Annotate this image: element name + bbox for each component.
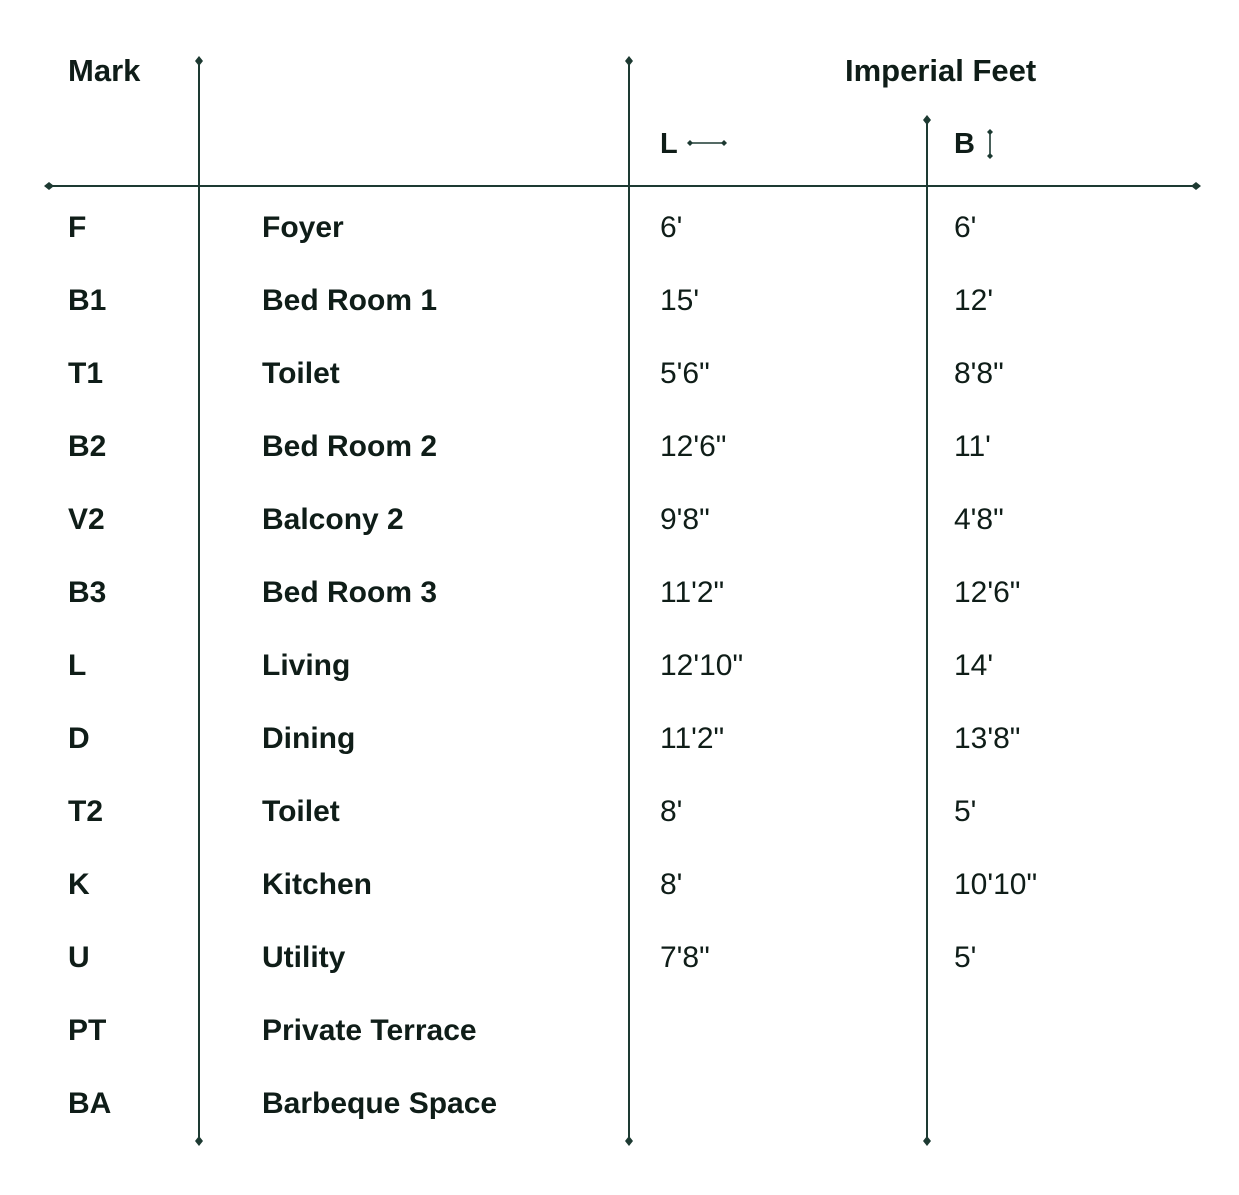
room-name: Dining xyxy=(262,722,356,755)
room-name: Living xyxy=(262,649,351,682)
room-breadth: 11' xyxy=(954,430,991,463)
header-breadth: B xyxy=(954,128,975,160)
room-mark: B3 xyxy=(68,576,107,609)
line-endcap xyxy=(1191,182,1201,190)
room-length: 15' xyxy=(660,284,700,317)
room-length: 9'8" xyxy=(660,503,710,536)
line-endcap xyxy=(195,56,203,66)
table-row xyxy=(0,702,1239,775)
table-row xyxy=(0,921,1239,994)
table-row xyxy=(0,483,1239,556)
header-imperial-feet: Imperial Feet xyxy=(845,53,1037,88)
room-breadth: 13'8" xyxy=(954,722,1021,755)
room-length: 11'2" xyxy=(660,576,725,609)
table-row xyxy=(0,629,1239,702)
room-mark: D xyxy=(68,722,90,755)
table-row xyxy=(0,337,1239,410)
room-name: Bed Room 1 xyxy=(262,284,438,317)
room-length: 11'2" xyxy=(660,722,725,755)
room-length: 12'10" xyxy=(660,649,744,682)
table-row xyxy=(0,994,1239,1067)
table-row xyxy=(0,1067,1239,1140)
header-length: L xyxy=(660,128,678,160)
room-length: 6' xyxy=(660,211,683,244)
room-mark: F xyxy=(68,211,87,244)
table-row xyxy=(0,191,1239,264)
room-mark: T1 xyxy=(68,357,104,390)
table-row xyxy=(0,264,1239,337)
room-name: Bed Room 3 xyxy=(262,576,438,609)
room-breadth: 4'8" xyxy=(954,503,1004,536)
room-breadth: 5' xyxy=(954,795,977,828)
room-name: Utility xyxy=(262,941,346,974)
room-name: Toilet xyxy=(262,795,340,828)
room-length: 5'6" xyxy=(660,357,710,390)
horizontal-dimension-arrow-icon xyxy=(687,136,727,150)
room-mark: PT xyxy=(68,1014,107,1047)
room-breadth: 5' xyxy=(954,941,977,974)
room-name: Balcony 2 xyxy=(262,503,404,536)
table-row xyxy=(0,775,1239,848)
table-row xyxy=(0,848,1239,921)
room-name: Private Terrace xyxy=(262,1014,477,1047)
line-endcap xyxy=(923,115,931,125)
table-row xyxy=(0,556,1239,629)
room-name: Toilet xyxy=(262,357,340,390)
room-mark: V2 xyxy=(68,503,105,536)
room-mark: L xyxy=(68,649,87,682)
room-mark: T2 xyxy=(68,795,104,828)
room-breadth: 12' xyxy=(954,284,994,317)
line-endcap xyxy=(625,56,633,66)
room-mark: BA xyxy=(68,1087,112,1120)
room-breadth: 8'8" xyxy=(954,357,1004,390)
room-length: 8' xyxy=(660,868,683,901)
room-name: Foyer xyxy=(262,211,344,244)
room-length: 7'8" xyxy=(660,941,710,974)
room-mark: B1 xyxy=(68,284,107,317)
room-breadth: 6' xyxy=(954,211,977,244)
room-name: Kitchen xyxy=(262,868,373,901)
room-mark: K xyxy=(68,868,90,901)
room-length: 8' xyxy=(660,795,683,828)
room-breadth: 10'10" xyxy=(954,868,1038,901)
header-mark: Mark xyxy=(68,53,141,88)
room-length: 12'6" xyxy=(660,430,727,463)
room-mark: B2 xyxy=(68,430,107,463)
table-row xyxy=(0,410,1239,483)
line-endcap xyxy=(44,182,54,190)
room-name: Barbeque Space xyxy=(262,1087,498,1120)
room-breadth: 12'6" xyxy=(954,576,1021,609)
vertical-dimension-arrow-icon xyxy=(983,129,997,159)
room-name: Bed Room 2 xyxy=(262,430,438,463)
room-breadth: 14' xyxy=(954,649,994,682)
room-mark: U xyxy=(68,941,90,974)
room-table-body xyxy=(0,191,1239,1140)
